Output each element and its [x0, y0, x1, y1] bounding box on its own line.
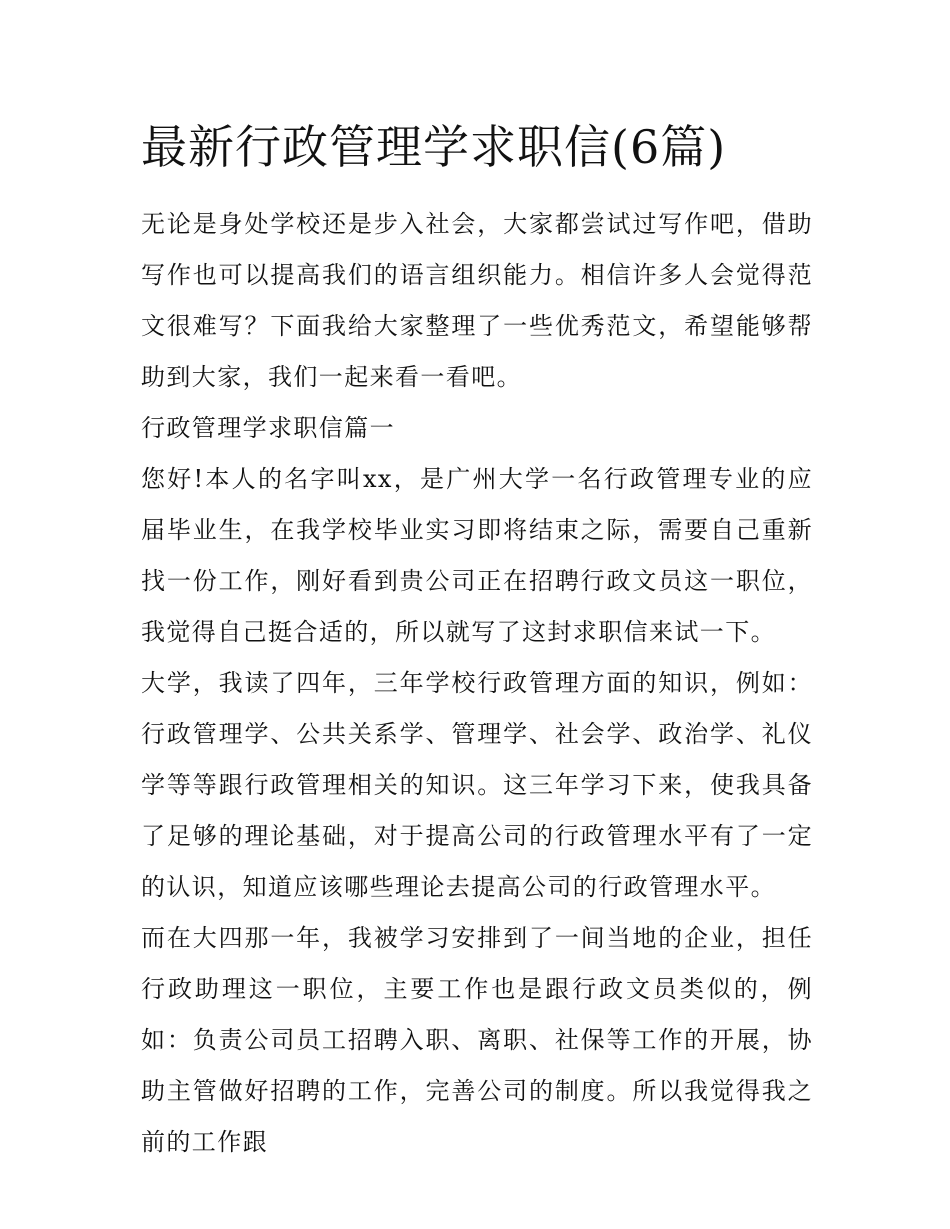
document-title: 最新行政管理学求职信(6篇) — [141, 120, 727, 174]
intro-paragraph: 无论是身处学校还是步入社会，大家都尝试过写作吧，借助写作也可以提高我们的语言组织能力。相信许多人会觉得范文很难写？下面我给大家整理了一些优秀范文，希望能够帮助到大家，我们一起来看一看吧。 — [141, 210, 813, 391]
paragraph: 您好!本人的名字叫xx，是广州大学一名行政管理专业的应届毕业生，在我学校毕业实习即将结束之际，需要自己重新找一份工作，刚好看到贵公司正在招聘行政文员这一职位，我觉得自己挺合适的，所以就写了这封求职信来试一下。 — [141, 465, 813, 646]
document-body — [141, 199, 813, 1168]
paragraph: 大学，我读了四年，三年学校行政管理方面的知识，例如：行政管理学、公共关系学、管理学、社会学、政治学、礼仪学等等跟行政管理相关的知识。这三年学习下来，使我具备了足够的理论基础，对于提高公司的行政管理水平有了一定的认识，知道应该哪些理论去提高公司的行政管理水平。 — [141, 669, 813, 901]
paragraph: 而在大四那一年，我被学习安排到了一间当地的企业，担任行政助理这一职位，主要工作也是跟行政文员类似的，例如：负责公司员工招聘入职、离职、社保等工作的开展，协助主管做好招聘的工作，完善公司的制度。所以我觉得我之前的工作跟 — [141, 924, 813, 1156]
section-heading: 行政管理学求职信篇一 — [141, 414, 395, 442]
